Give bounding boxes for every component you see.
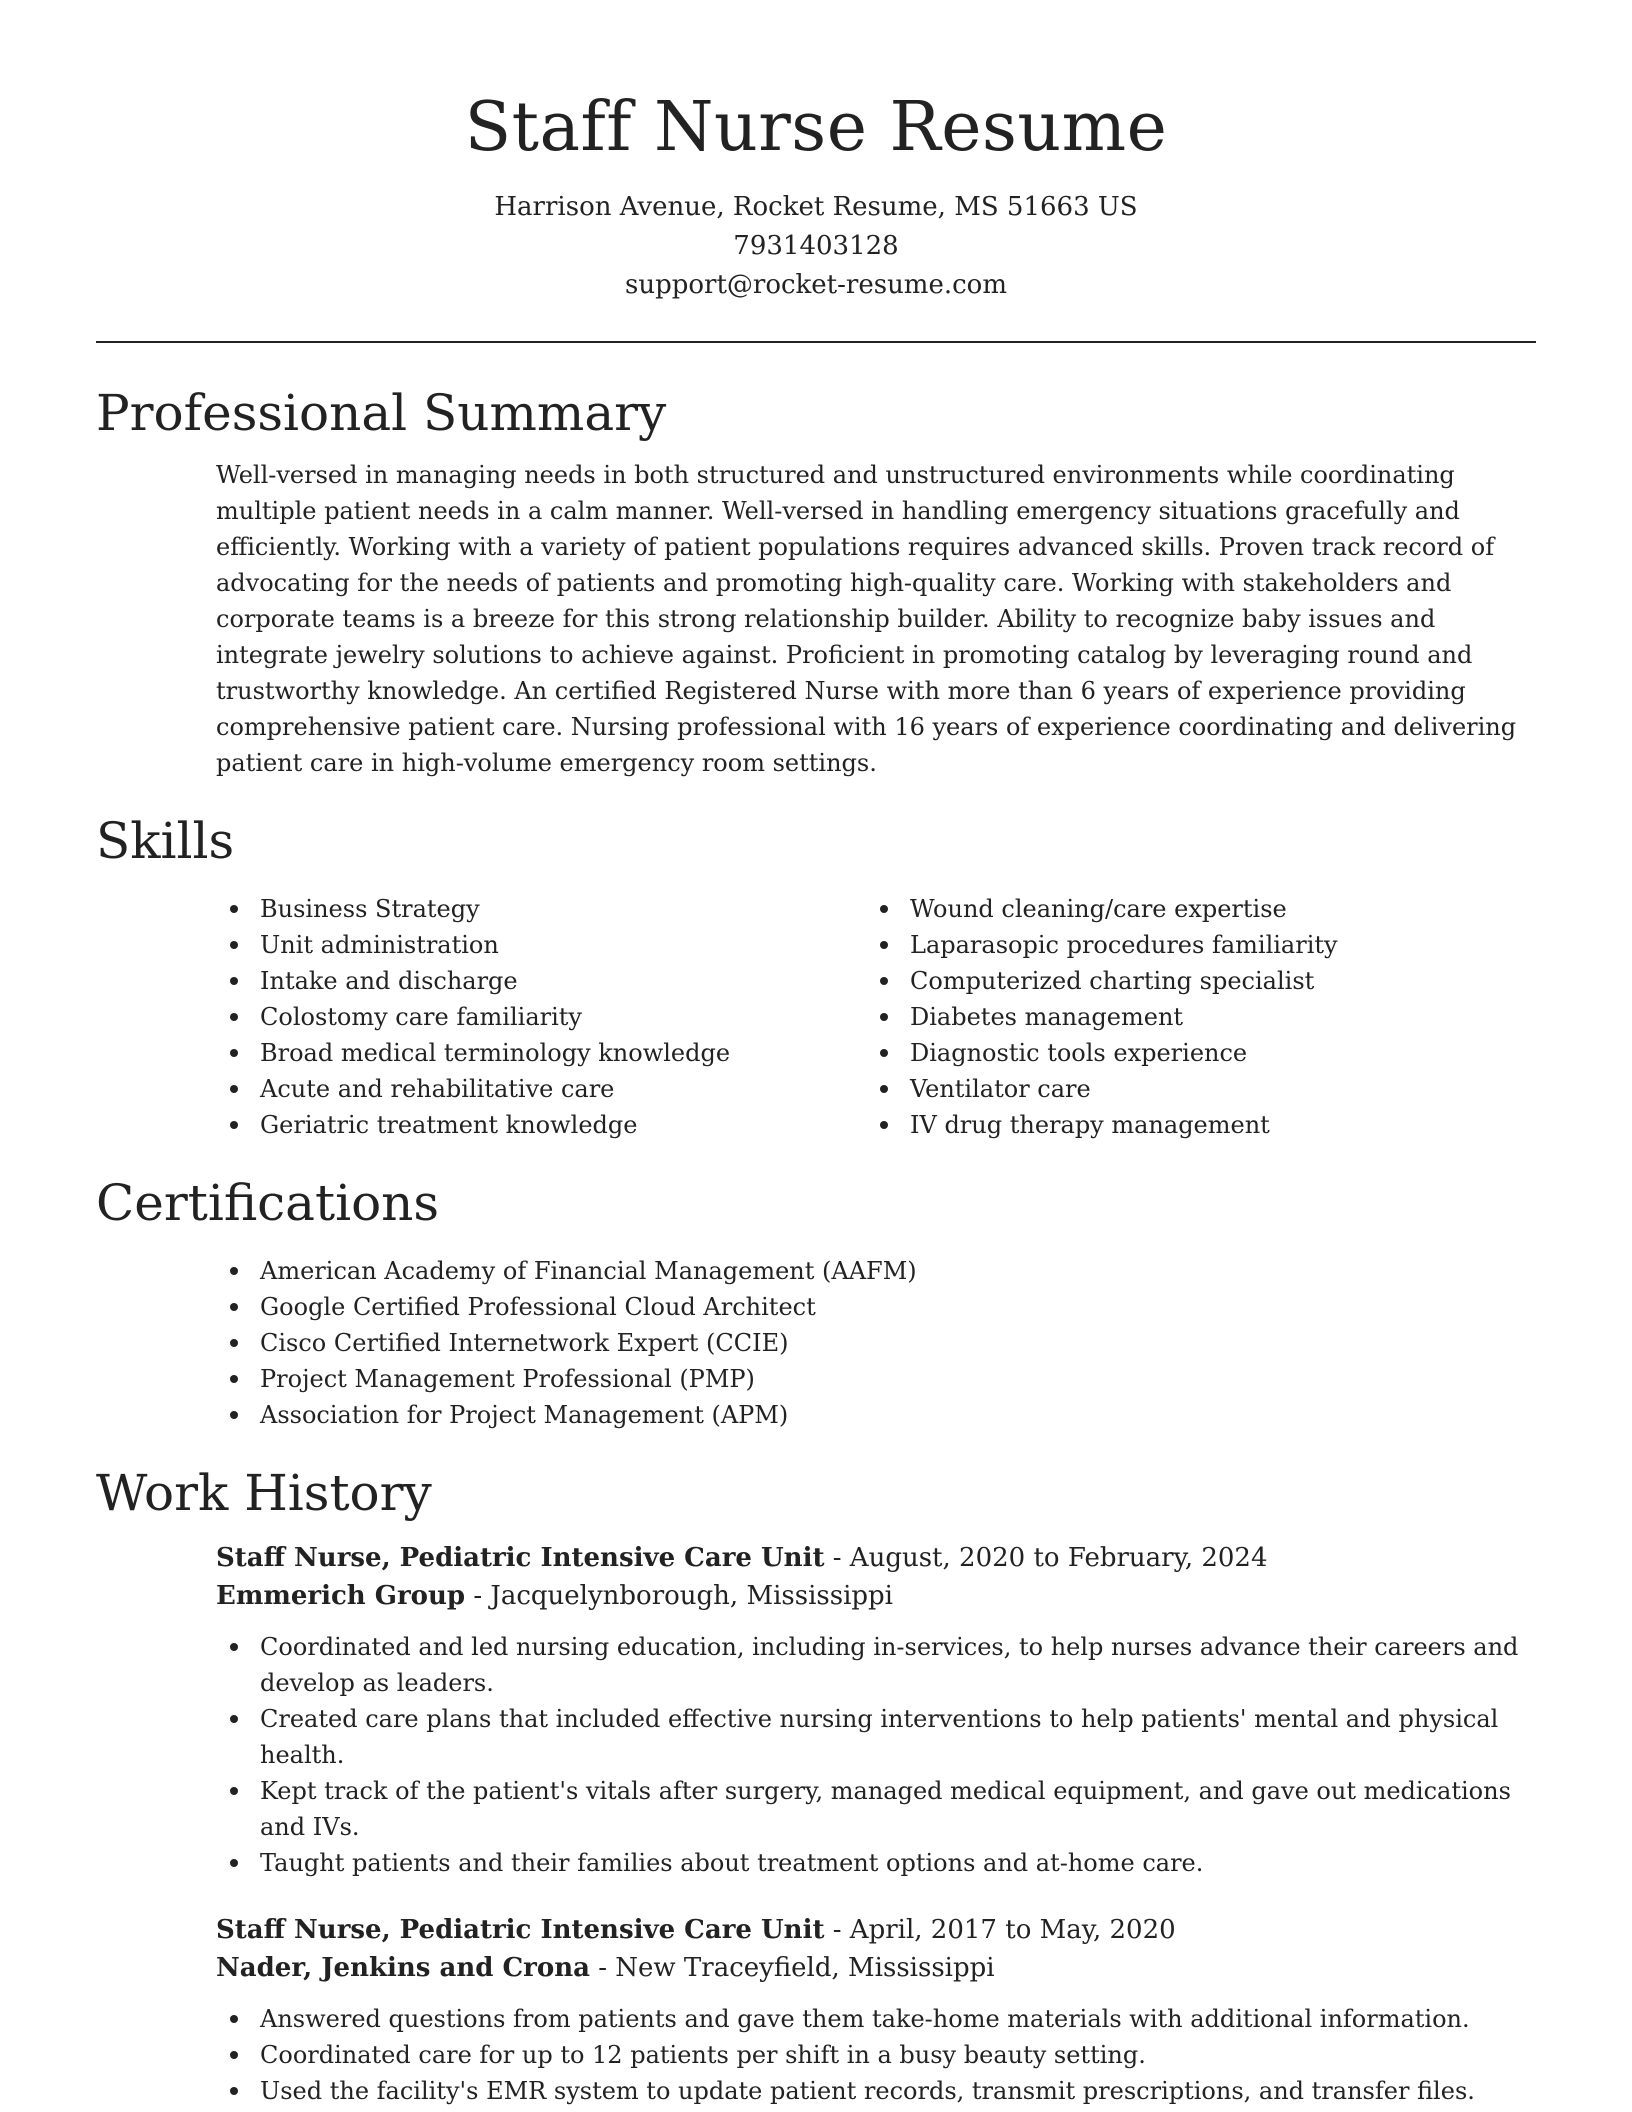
bullet-icon <box>880 1085 888 1093</box>
skill-item: Diabetes management <box>866 999 1516 1035</box>
job-dates: - August, 2020 to February, 2024 <box>824 1543 1268 1573</box>
phone: 7931403128 <box>733 231 899 261</box>
bullet-icon <box>230 1013 238 1021</box>
bullet-icon <box>230 2087 238 2095</box>
bullet-icon <box>880 905 888 913</box>
skills-section <box>96 809 1536 1143</box>
certifications-list <box>216 1253 1536 1433</box>
work-history-section <box>96 1461 1536 2109</box>
job-company: Nader, Jenkins and Crona <box>216 1953 590 1983</box>
skill-item: Unit administration <box>216 927 866 963</box>
work-history-heading: Work History <box>96 1464 432 1522</box>
bullet-icon <box>880 1121 888 1129</box>
header-divider <box>96 341 1536 343</box>
bullet-icon <box>230 1715 238 1723</box>
bullet-icon <box>880 977 888 985</box>
job-entry <box>216 1539 1536 1881</box>
job-company: Emmerich Group <box>216 1581 466 1611</box>
certification-item: Google Certified Professional Cloud Architect <box>216 1289 1536 1325</box>
skills-columns <box>216 891 1536 1143</box>
bullet-icon <box>230 1859 238 1867</box>
skill-item: Geriatric treatment knowledge <box>216 1107 866 1143</box>
certification-item: Association for Project Management (APM) <box>216 1397 1536 1433</box>
skill-item: Intake and discharge <box>216 963 866 999</box>
job-duty-item: Answered questions from patients and gave them take-home materials with additional information. <box>216 2001 1536 2037</box>
bullet-icon <box>230 905 238 913</box>
skill-item: Ventilator care <box>866 1071 1516 1107</box>
skill-item: Wound cleaning/care expertise <box>866 891 1516 927</box>
job-duties-list <box>216 2001 1536 2109</box>
summary-heading: Professional Summary <box>96 384 667 442</box>
bullet-icon <box>230 1411 238 1419</box>
job-location: - New Traceyfield, Mississippi <box>589 1953 995 1983</box>
skill-item: IV drug therapy management <box>866 1107 1516 1143</box>
bullet-icon <box>230 2051 238 2059</box>
skill-item: Broad medical terminology knowledge <box>216 1035 866 1071</box>
bullet-icon <box>230 1339 238 1347</box>
skill-item: Computerized charting specialist <box>866 963 1516 999</box>
job-duty-item: Coordinated and led nursing education, including in-services, to help nurses advance their careers and develop as leaders. <box>216 1629 1536 1701</box>
job-duty-item: Coordinated care for up to 12 patients per shift in a busy beauty setting. <box>216 2037 1536 2073</box>
resume-header <box>96 0 1536 305</box>
bullet-icon <box>230 1267 238 1275</box>
bullet-icon <box>880 941 888 949</box>
bullet-icon <box>880 1013 888 1021</box>
bullet-icon <box>230 2015 238 2023</box>
bullet-icon <box>230 1787 238 1795</box>
skill-item: Colostomy care familiarity <box>216 999 866 1035</box>
bullet-icon <box>230 977 238 985</box>
job-duty-item: Created care plans that included effective nursing interventions to help patients' mental and physical health. <box>216 1701 1536 1773</box>
skills-list-left <box>216 891 866 1143</box>
bullet-icon <box>230 1049 238 1057</box>
job-duties-list <box>216 1629 1536 1881</box>
job-duty-item: Used the facility's EMR system to update patient records, transmit prescriptions, and transfer files. <box>216 2073 1536 2109</box>
bullet-icon <box>230 1303 238 1311</box>
skill-item: Acute and rehabilitative care <box>216 1071 866 1107</box>
job-dates: - April, 2017 to May, 2020 <box>824 1915 1176 1945</box>
resume-title: Staff Nurse Resume <box>464 88 1168 167</box>
contact-block <box>96 188 1536 305</box>
skill-item: Diagnostic tools experience <box>866 1035 1516 1071</box>
job-entry <box>216 1911 1536 2109</box>
job-title-line <box>216 1539 1536 1577</box>
certifications-heading: Certifications <box>96 1174 440 1232</box>
resume-page <box>96 0 1536 2109</box>
skill-item: Laparasopic procedures familiarity <box>866 927 1516 963</box>
address: Harrison Avenue, Rocket Resume, MS 51663 US <box>494 192 1138 222</box>
bullet-icon <box>230 1121 238 1129</box>
job-duty-item: Kept track of the patient's vitals after surgery, managed medical equipment, and gave out medications and IVs. <box>216 1773 1536 1845</box>
job-duty-item: Taught patients and their families about treatment options and at-home care. <box>216 1845 1536 1881</box>
bullet-icon <box>230 1085 238 1093</box>
email: support@rocket-resume.com <box>624 270 1007 300</box>
certifications-section <box>96 1171 1536 1433</box>
job-company-line <box>216 1949 1536 1987</box>
bullet-icon <box>880 1049 888 1057</box>
certification-item: Project Management Professional (PMP) <box>216 1361 1536 1397</box>
job-title: Staff Nurse, Pediatric Intensive Care Unit <box>216 1543 825 1573</box>
summary-text: Well-versed in managing needs in both structured and unstructured environments while coordinating multiple patient needs in a calm manner. Well-versed in handling emergency situations gracefully and efficiently. Working with a variety of patient populations requires advanced skills. Proven track record of advocating for the needs of patients and promoting high-quality care. Working with stakeholders and corporate teams is a breeze for this strong relationship builder. Ability to recognize baby issues and integrate jewelry solutions to achieve against. Proficient in promoting catalog by leveraging round and trustworthy knowledge. An certified Registered Nurse with more than 6 years of experience providing comprehensive patient care. Nursing professional with 16 years of experience coordinating and delivering patient care in high-volume emergency room settings. <box>216 461 1517 777</box>
certification-item: Cisco Certified Internetwork Expert (CCIE) <box>216 1325 1536 1361</box>
bullet-icon <box>230 1643 238 1651</box>
job-title-line <box>216 1911 1536 1949</box>
summary-section <box>96 381 1536 781</box>
skills-heading: Skills <box>96 812 235 870</box>
job-title: Staff Nurse, Pediatric Intensive Care Unit <box>216 1915 825 1945</box>
skills-list-right <box>866 891 1516 1143</box>
bullet-icon <box>230 941 238 949</box>
skill-item: Business Strategy <box>216 891 866 927</box>
certification-item: American Academy of Financial Management (AAFM) <box>216 1253 1536 1289</box>
job-location: - Jacquelynborough, Mississippi <box>465 1581 893 1611</box>
bullet-icon <box>230 1375 238 1383</box>
job-company-line <box>216 1577 1536 1615</box>
